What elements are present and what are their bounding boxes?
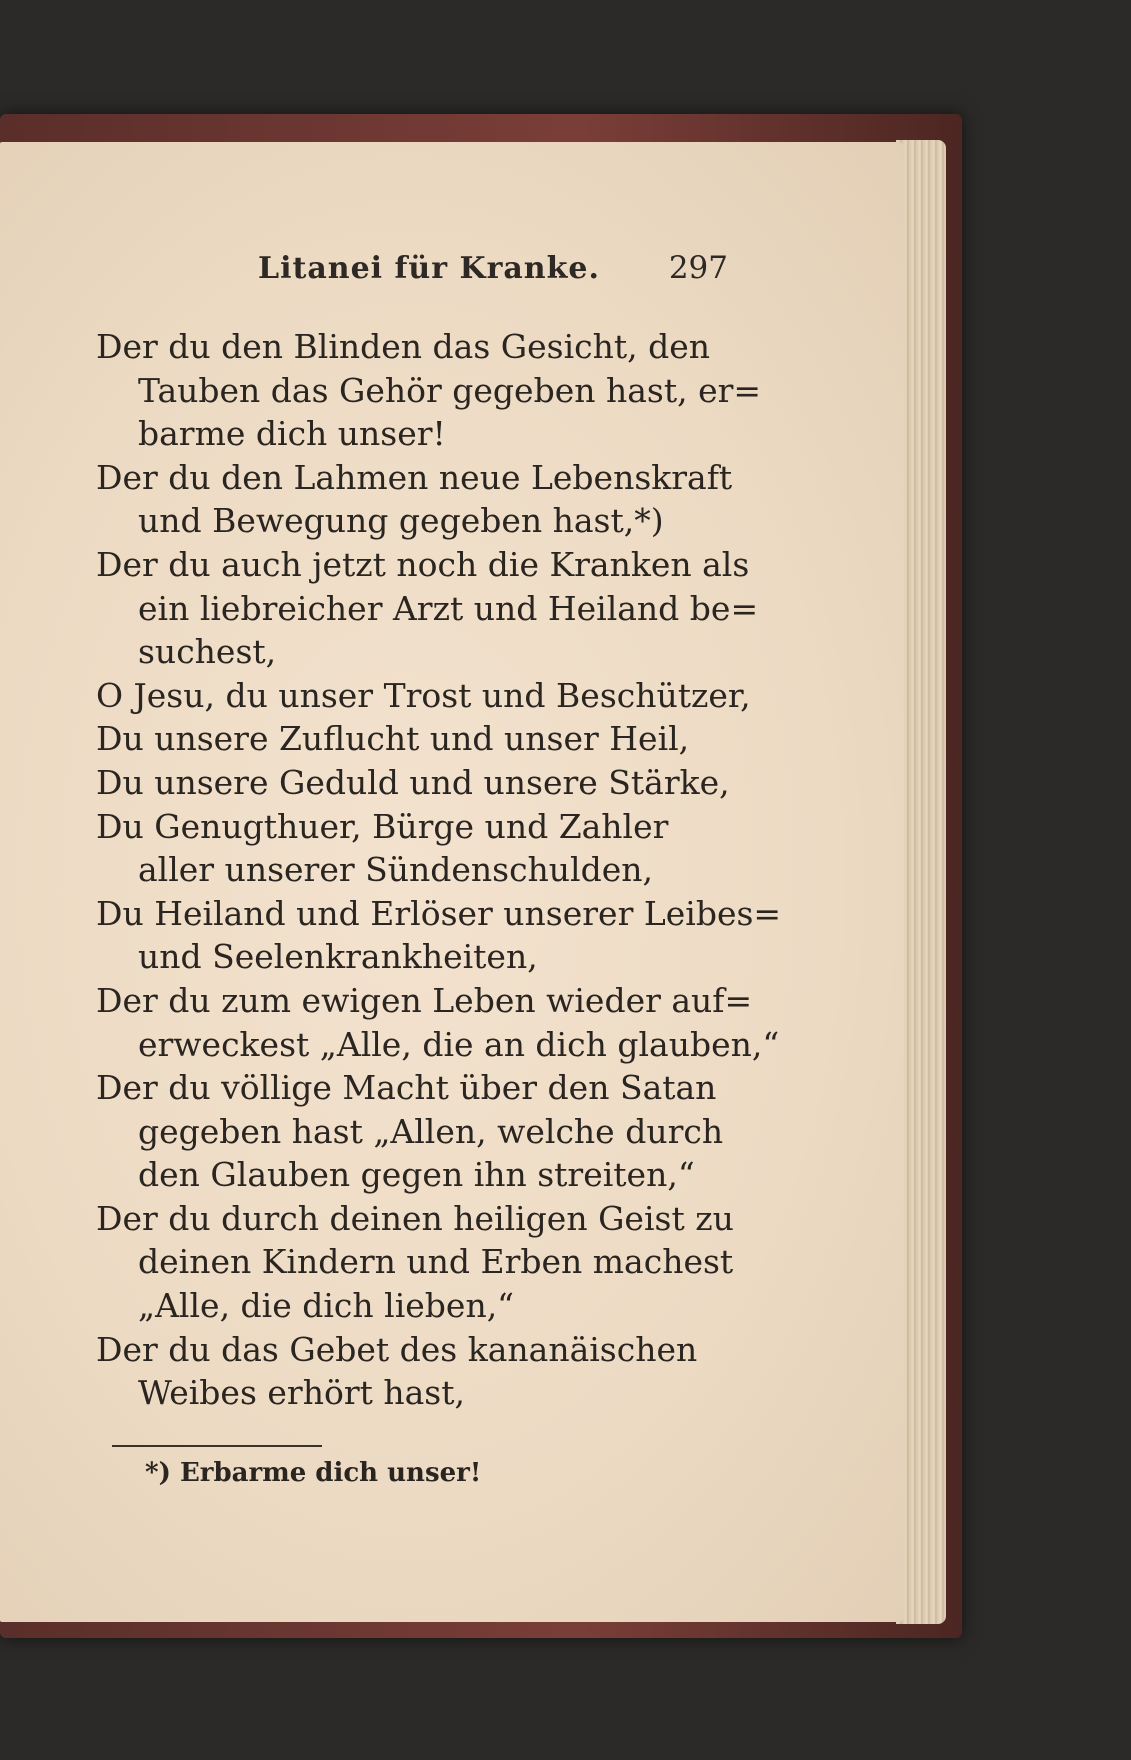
text-line: Du unsere Zuflucht und unser Heil, xyxy=(96,719,690,759)
text-line: Tauben das Gehör gegeben hast, er= xyxy=(138,370,762,410)
litany-text xyxy=(96,325,782,1415)
running-head xyxy=(258,250,728,286)
page-number: 297 xyxy=(668,250,728,286)
text-line: „Alle, die dich lieben,“ xyxy=(138,1286,515,1326)
text-line: Der du völlige Macht über den Satan xyxy=(96,1068,717,1108)
footnote: *) Erbarme dich unser! xyxy=(145,1458,482,1488)
text-line: Du unsere Geduld und unsere Stärke, xyxy=(96,762,730,802)
text-line: Der du zum ewigen Leben wieder auf= xyxy=(96,980,753,1020)
text-line: Der du durch deinen heiligen Geist zu xyxy=(96,1198,734,1238)
text-line: deinen Kindern und Erben machest xyxy=(138,1242,734,1282)
text-line: und Bewegung gegeben hast,*) xyxy=(138,501,664,541)
text-line: O Jesu, du unser Trost und Beschützer, xyxy=(96,675,751,715)
text-line: den Glauben gegen ihn streiten,“ xyxy=(138,1155,695,1195)
text-line: Der du den Blinden das Gesicht, den xyxy=(96,327,711,366)
footnote-rule xyxy=(112,1445,322,1447)
text-line: Weibes erhört hast, xyxy=(138,1373,465,1413)
text-line: und Seelenkrankheiten, xyxy=(138,937,538,977)
text-line: Der du den Lahmen neue Lebenskraft xyxy=(96,457,733,497)
text-line: Der du auch jetzt noch die Kranken als xyxy=(96,544,750,584)
text-line: ein liebreicher Arzt und Heiland be= xyxy=(138,588,759,628)
running-title: Litanei für Kranke. xyxy=(258,251,600,286)
text-line: erweckest „Alle, die an dich glauben,“ xyxy=(138,1024,780,1064)
text-line: gegeben hast „Allen, welche durch xyxy=(138,1111,724,1151)
text-line: Der du das Gebet des kananäischen xyxy=(96,1329,698,1369)
text-line: Du Heiland und Erlöser unserer Leibes= xyxy=(96,893,782,933)
text-line: suchest, xyxy=(138,632,277,672)
text-line: barme dich unser! xyxy=(138,414,446,454)
text-line: Du Genugthuer, Bürge und Zahler xyxy=(96,806,669,846)
text-line: aller unserer Sündenschulden, xyxy=(138,850,654,890)
